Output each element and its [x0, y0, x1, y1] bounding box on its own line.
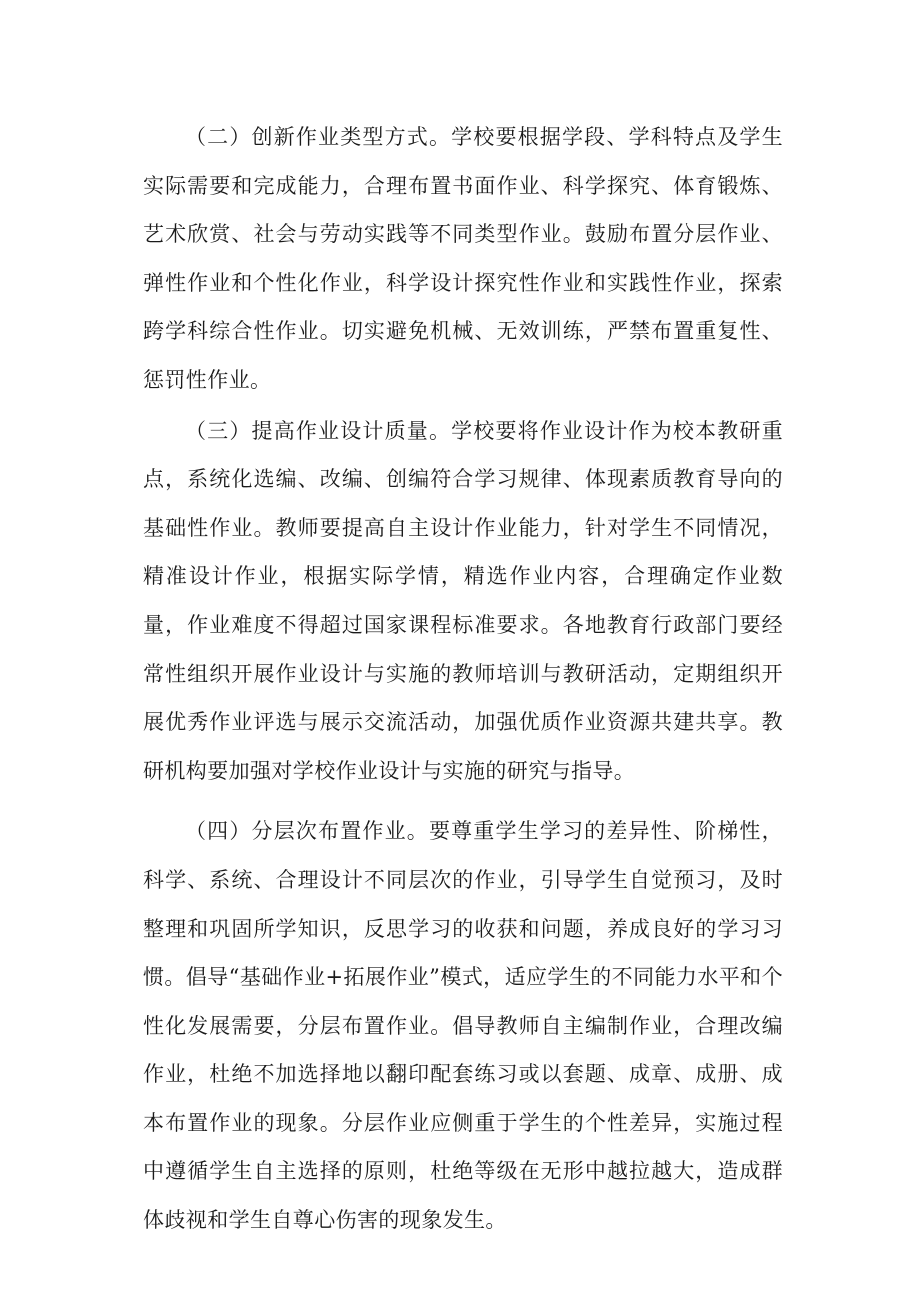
paragraph-2-innovate-homework-types: （二）创新作业类型方式。学校要根据学段、学科特点及学生实际需要和完成能力，合理布置书面作业、科学探究、体育锻炼、艺术欣赏、社会与劳动实践等不同类型作业。鼓励布置分层作业、弹性作业和个性化作业，科学设计探究性作业和实践性作业，探索跨学科综合性作业。切实避免机械、无效训练，严禁布置重复性、惩罚性作业。: [143, 125, 783, 392]
paragraph-4-tiered-homework: （四）分层次布置作业。要尊重学生学习的差异性、阶梯性，科学、系统、合理设计不同层次的作业，引导学生自觉预习，及时整理和巩固所学知识，反思学习的收获和问题，养成良好的学习习惯。倡导“基础作业+拓展作业”模式，适应学生的不同能力水平和个性化发展需要，分层布置作业。倡导教师自主编制作业，合理改编作业，杜绝不加选择地以翻印配套练习或以套题、成章、成册、成本布置作业的现象。分层作业应侧重于学生的个性差异，实施过程中遵循学生自主选择的原则，杜绝等级在无形中越拉越大，造成群体歧视和学生自尊心伤害的现象发生。: [143, 819, 783, 1233]
paragraph-3-improve-design-quality: （三）提高作业设计质量。学校要将作业设计作为校本教研重点，系统化选编、改编、创编符合学习规律、体现素质教育导向的基础性作业。教师要提高自主设计作业能力，针对学生不同情况，精准设计作业，根据实际学情，精选作业内容，合理确定作业数量，作业难度不得超过国家课程标准要求。各地教育行政部门要经常性组织开展作业设计与实施的教师培训与教研活动，定期组织开展优秀作业评选与展示交流活动，加强优质作业资源共建共享。教研机构要加强对学校作业设计与实施的研究与指导。: [143, 418, 783, 783]
document-body: [143, 113, 783, 1245]
